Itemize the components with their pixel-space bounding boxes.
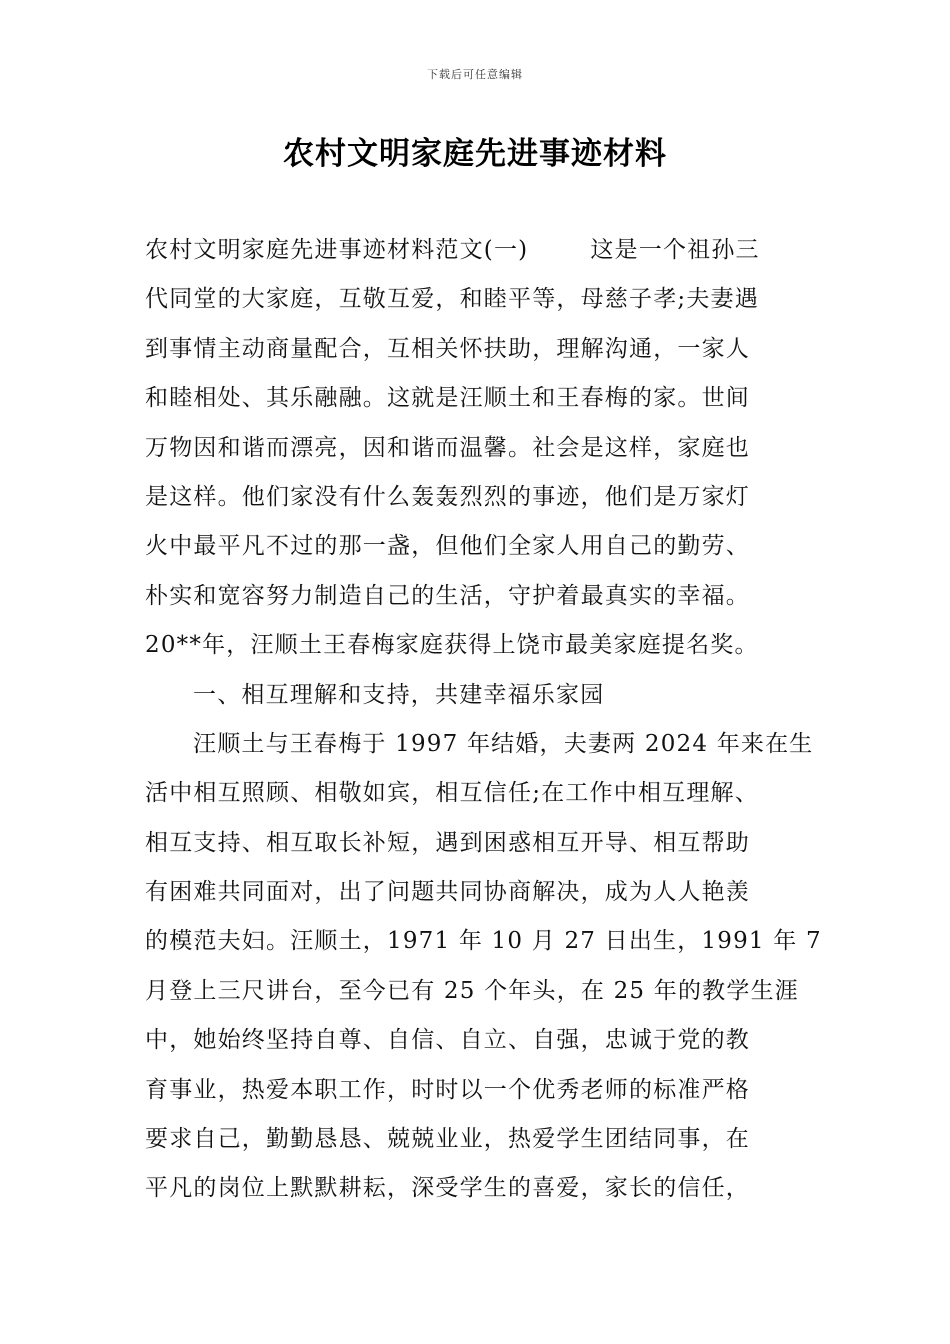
paragraph-line: 要求自己，勤勤恳恳、兢兢业业，热爱学生团结同事，在 — [145, 1126, 750, 1153]
paragraph-line: 朴实和宽容努力制造自己的生活，守护着最真实的幸福。 — [145, 582, 750, 609]
paragraph-line: 中，她始终坚持自尊、自信、自立、自强，忠诚于党的教 — [145, 1027, 750, 1054]
paragraph-line: 20**年，汪顺土王春梅家庭获得上饶市最美家庭提名奖。 — [145, 632, 759, 659]
document-title: 农村文明家庭先进事迹材料 — [283, 136, 667, 172]
paragraph-line: 代同堂的大家庭，互敬互爱，和睦平等，母慈子孝;夫妻遇 — [145, 286, 759, 313]
paragraph-line: 的模范夫妇。汪顺土，1971 年 10 月 27 日出生，1991 年 7 — [145, 928, 822, 955]
intro-line — [145, 226, 825, 275]
paragraph-line: 和睦相处、其乐融融。这就是汪顺土和王春梅的家。世间 — [145, 385, 750, 412]
paragraph-line: 相互支持、相互取长补短，遇到困惑相互开导、相互帮助 — [145, 829, 750, 856]
paragraph-line: 汪顺土与王春梅于 1997 年结婚，夫妻两 2024 年来在生 — [193, 730, 814, 757]
paragraph-line: 育事业，热爱本职工作，时时以一个优秀老师的标准严格 — [145, 1076, 750, 1103]
paragraph-line: 平凡的岗位上默默耕耘，深受学生的喜爱，家长的信任， — [145, 1175, 750, 1202]
header-note: 下载后可任意编辑 — [427, 68, 523, 81]
intro-first-text: 这是一个祖孙三 — [590, 237, 760, 263]
paragraph-line: 有困难共同面对，出了问题共同协商解决，成为人人艳羡 — [145, 879, 750, 906]
document-body — [145, 226, 825, 1214]
section-heading: 一、相互理解和支持，共建幸福乐家园 — [193, 681, 605, 708]
paragraph-line: 是这样。他们家没有什么轰轰烈烈的事迹，他们是万家灯 — [145, 483, 750, 510]
paragraph-line: 月登上三尺讲台，至今已有 25 个年头，在 25 年的教学生涯 — [145, 977, 799, 1004]
paragraph-line: 火中最平凡不过的那一盏，但他们全家人用自己的勤劳、 — [145, 533, 750, 560]
paragraph-line: 活中相互照顾、相敬如宾，相互信任;在工作中相互理解、 — [145, 780, 759, 807]
paragraph-line: 万物因和谐而漂亮，因和谐而温馨。社会是这样，家庭也 — [145, 434, 750, 461]
paragraph-line: 到事情主动商量配合，互相关怀扶助，理解沟通，一家人 — [145, 335, 750, 362]
intro-label: 农村文明家庭先进事迹材料范文(一) — [145, 237, 529, 263]
